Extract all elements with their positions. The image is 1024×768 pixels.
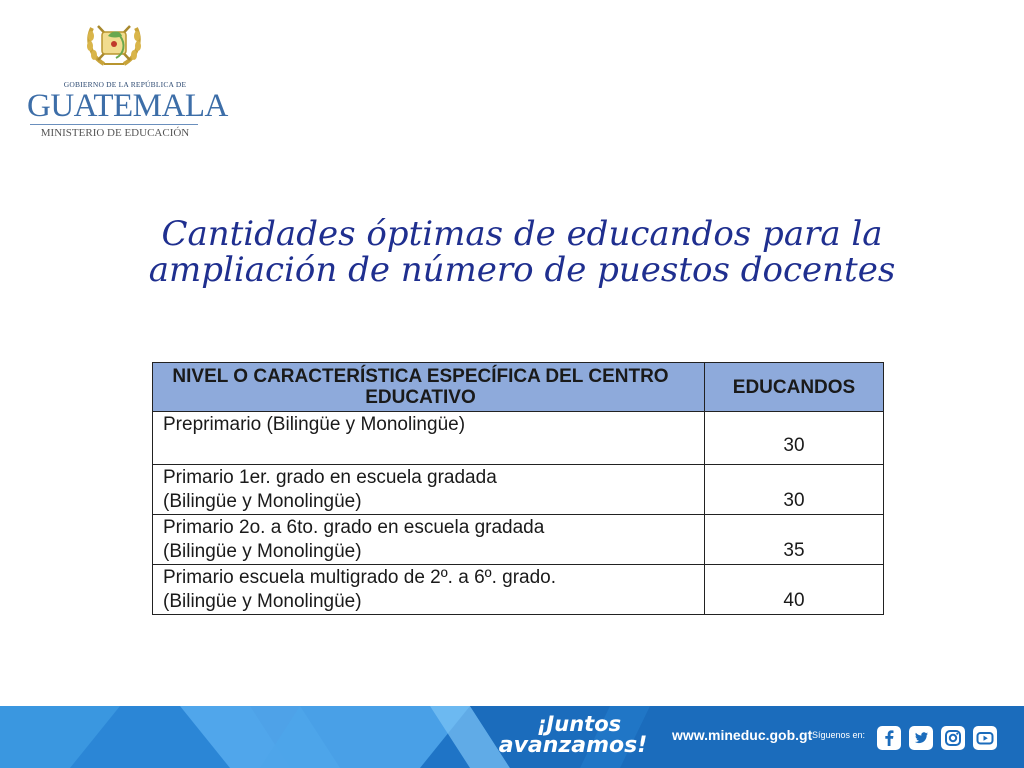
table-row [153, 412, 884, 465]
row-level-text: Primario 2o. a 6to. grado en escuela gradada [163, 517, 545, 538]
country-name: GUATEMALA [27, 88, 228, 124]
row-level-text-2: (Bilingüe y Monolingüe) [163, 591, 362, 612]
row-level-cell [153, 565, 705, 615]
table-row [153, 515, 884, 565]
table-row [153, 565, 884, 615]
slogan-line-2: avanzamos! [498, 733, 648, 758]
facebook-icon[interactable] [877, 726, 901, 750]
table-header-row [153, 363, 884, 412]
website-link[interactable]: www.mineduc.gob.gt [672, 727, 813, 743]
twitter-icon[interactable] [909, 726, 933, 750]
instagram-icon[interactable] [941, 726, 965, 750]
slide-title-line-1: Cantidades óptimas de educandos para la [161, 214, 883, 254]
table-row [153, 465, 884, 515]
logo-divider [30, 124, 198, 125]
ministry-logo [24, 12, 228, 139]
column-header-level: NIVEL O CARACTERÍSTICA ESPECÍFICA DEL CENTRO EDUCATIVO [153, 363, 705, 412]
slogan-line-1: ¡Juntos [536, 712, 622, 736]
row-student-count: 40 [705, 565, 884, 615]
coat-of-arms-icon [82, 14, 146, 70]
ministry-name: MINISTERIO DE EDUCACIÓN [40, 127, 190, 139]
row-student-count: 30 [705, 412, 884, 465]
youtube-icon[interactable] [973, 726, 997, 750]
row-student-count: 35 [705, 515, 884, 565]
students-table [152, 362, 884, 615]
follow-label: Síguenos en: [812, 730, 866, 740]
slide-title-line-2: ampliación de número de puestos docentes [148, 250, 896, 290]
column-header-students: EDUCANDOS [705, 363, 884, 412]
row-level-text-2: (Bilingüe y Monolingüe) [163, 491, 362, 512]
slogan [478, 713, 668, 757]
row-level-cell [153, 515, 705, 565]
row-level-cell [153, 412, 705, 465]
slide-title [80, 216, 964, 288]
row-level-text: Preprimario (Bilingüe y Monolingüe) [163, 414, 466, 435]
row-level-text: Primario escuela multigrado de 2º. a 6º. grado. [163, 567, 557, 588]
row-level-cell [153, 465, 705, 515]
row-level-text: Primario 1er. grado en escuela gradada [163, 467, 497, 488]
footer-banner [0, 706, 1024, 768]
row-level-text-2: (Bilingüe y Monolingüe) [163, 541, 362, 562]
row-student-count: 30 [705, 465, 884, 515]
government-line: GOBIERNO DE LA REPÚBLICA DE [63, 80, 187, 89]
